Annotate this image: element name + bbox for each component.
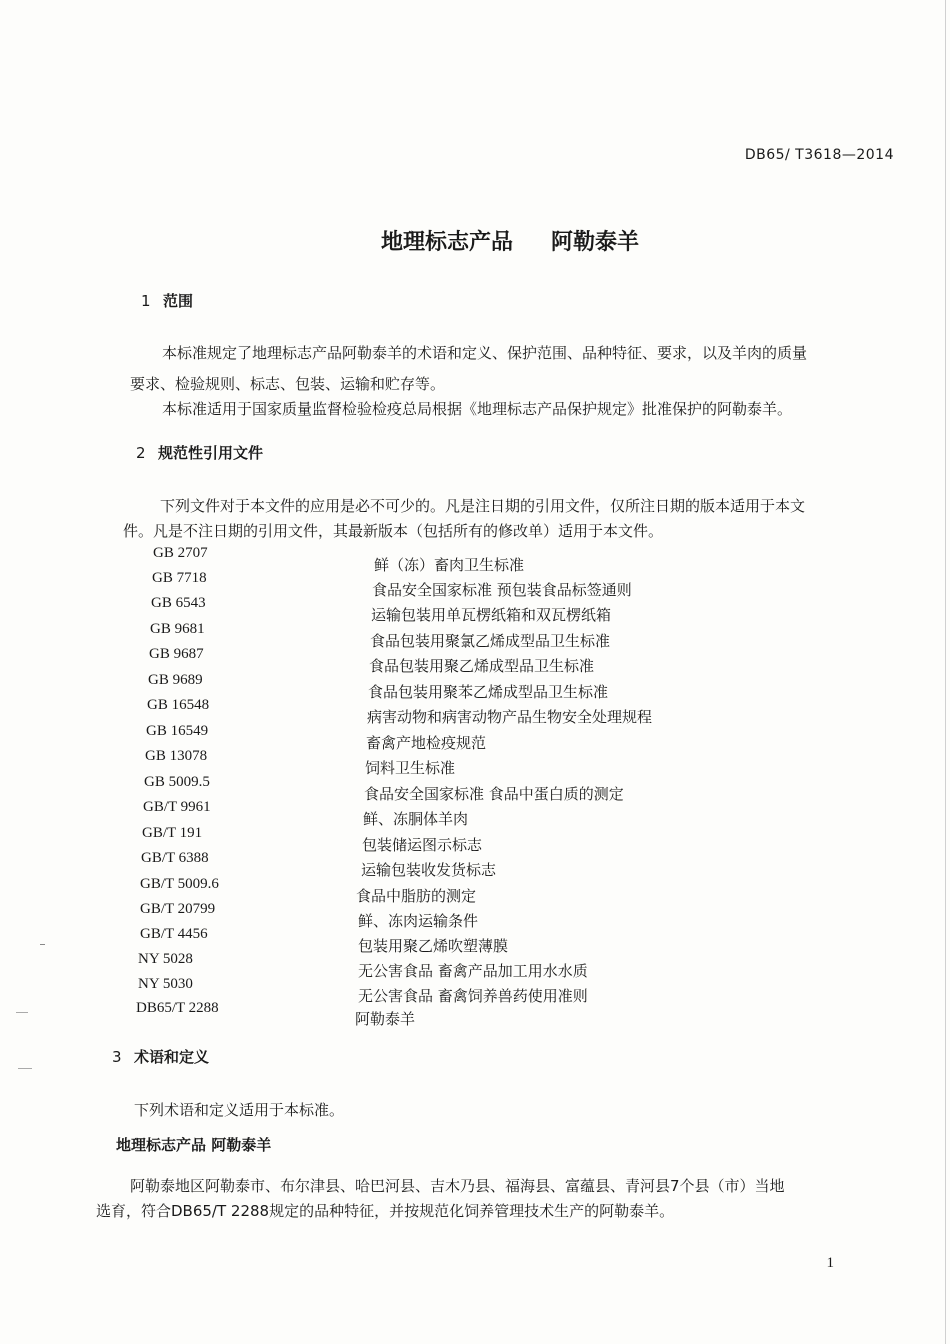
- reference-title: 饲料卫生标准: [365, 759, 456, 777]
- section-3-title: 术语和定义: [134, 1048, 210, 1066]
- reference-title: 食品中脂肪的测定: [356, 887, 477, 905]
- section-2-number: 2: [136, 444, 146, 462]
- reference-title: 食品安全国家标准 食品中蛋白质的测定: [364, 785, 624, 803]
- scope-para-1-line-2: 要求、检验规则、标志、包装、运输和贮存等。: [130, 375, 446, 393]
- scope-para-1-line-1: 本标准规定了地理标志产品阿勒泰羊的术语和定义、保护范围、品种特征、要求，以及羊肉的质量: [162, 344, 808, 362]
- reference-title: 食品包装用聚乙烯成型品卫生标准: [369, 657, 595, 675]
- terms-intro: 下列术语和定义适用于本标准。: [134, 1101, 345, 1119]
- reference-title: 无公害食品 畜禽饲养兽药使用准则: [358, 987, 588, 1005]
- section-1-heading: [141, 290, 193, 311]
- section-1-number: 1: [141, 292, 151, 310]
- reference-code: GB 7718: [152, 570, 207, 586]
- reference-code: GB 9681: [150, 621, 205, 637]
- section-2-title: 规范性引用文件: [158, 444, 264, 462]
- reference-title: 运输包装用单瓦楞纸箱和双瓦楞纸箱: [371, 606, 612, 624]
- reference-title: 鲜（冻）畜肉卫生标准: [374, 556, 525, 574]
- reference-code: GB/T 6388: [141, 850, 209, 866]
- refs-intro-line-1: 下列文件对于本文件的应用是必不可少的。凡是注日期的引用文件，仅所注日期的版本适用于本文: [160, 497, 806, 515]
- refs-intro-line-2: 件。凡是不注日期的引用文件，其最新版本（包括所有的修改单）适用于本文件。: [123, 522, 664, 540]
- reference-code: DB65/T 2288: [136, 1000, 219, 1016]
- section-2-heading: [136, 442, 263, 463]
- reference-title: 运输包装收发货标志: [361, 861, 497, 879]
- reference-title: 病害动物和病害动物产品生物安全处理规程: [367, 708, 653, 726]
- reference-code: GB/T 9961: [143, 799, 211, 815]
- section-3-heading: [112, 1046, 209, 1067]
- reference-code: NY 5030: [138, 976, 193, 992]
- scan-mark: [16, 1012, 28, 1013]
- reference-code: GB 2707: [153, 545, 208, 561]
- reference-title: 鲜、冻肉运输条件: [358, 912, 479, 930]
- document-title: [0, 225, 950, 256]
- reference-title: 包装储运图示标志: [362, 836, 483, 854]
- reference-title: 畜禽产地检疫规范: [366, 734, 487, 752]
- reference-title: 食品包装用聚氯乙烯成型品卫生标准: [370, 632, 611, 650]
- page-number: 1: [826, 1255, 834, 1271]
- reference-code: GB 9687: [149, 646, 204, 662]
- reference-code: GB 16548: [147, 697, 210, 713]
- standard-code: DB65/ T3618—2014: [744, 147, 894, 163]
- section-1-title: 范围: [163, 292, 194, 310]
- reference-code: GB 5009.5: [144, 774, 210, 790]
- scan-mark: [40, 944, 45, 945]
- scan-edge-line: [945, 0, 946, 1344]
- scope-para-2: 本标准适用于国家质量监督检验检疫总局根据《地理标志产品保护规定》批准保护的阿勒泰羊。: [162, 400, 793, 418]
- term-heading: 地理标志产品 阿勒泰羊: [116, 1136, 272, 1154]
- reference-title: 阿勒泰羊: [355, 1010, 416, 1028]
- reference-title: 包装用聚乙烯吹塑薄膜: [358, 937, 509, 955]
- title-part-1: 地理标志产品: [380, 230, 513, 255]
- reference-title: 鲜、冻胴体羊肉: [363, 810, 469, 828]
- section-3-number: 3: [112, 1048, 122, 1066]
- reference-code: GB 13078: [145, 748, 208, 764]
- reference-title: 食品包装用聚苯乙烯成型品卫生标准: [368, 683, 609, 701]
- reference-code: NY 5028: [138, 951, 193, 967]
- reference-code: GB/T 20799: [140, 901, 216, 917]
- reference-title: 无公害食品 畜禽产品加工用水水质: [358, 962, 588, 980]
- title-part-2: 阿勒泰羊: [551, 230, 640, 255]
- reference-code: GB 6543: [151, 595, 206, 611]
- scan-mark: [18, 1068, 32, 1069]
- term-definition-line-1: 阿勒泰地区阿勒泰市、布尔津县、哈巴河县、吉木乃县、福海县、富蕴县、青河县7个县（市）当地: [130, 1177, 785, 1195]
- term-definition-line-2: 选育，符合DB65/T 2288规定的品种特征，并按规范化饲养管理技术生产的阿勒泰羊。: [96, 1202, 675, 1220]
- reference-code: GB/T 5009.6: [140, 876, 219, 892]
- reference-code: GB 16549: [146, 723, 209, 739]
- reference-code: GB/T 191: [142, 825, 203, 841]
- reference-code: GB/T 4456: [140, 926, 208, 942]
- reference-code: GB 9689: [148, 672, 203, 688]
- reference-title: 食品安全国家标准 预包装食品标签通则: [372, 581, 632, 599]
